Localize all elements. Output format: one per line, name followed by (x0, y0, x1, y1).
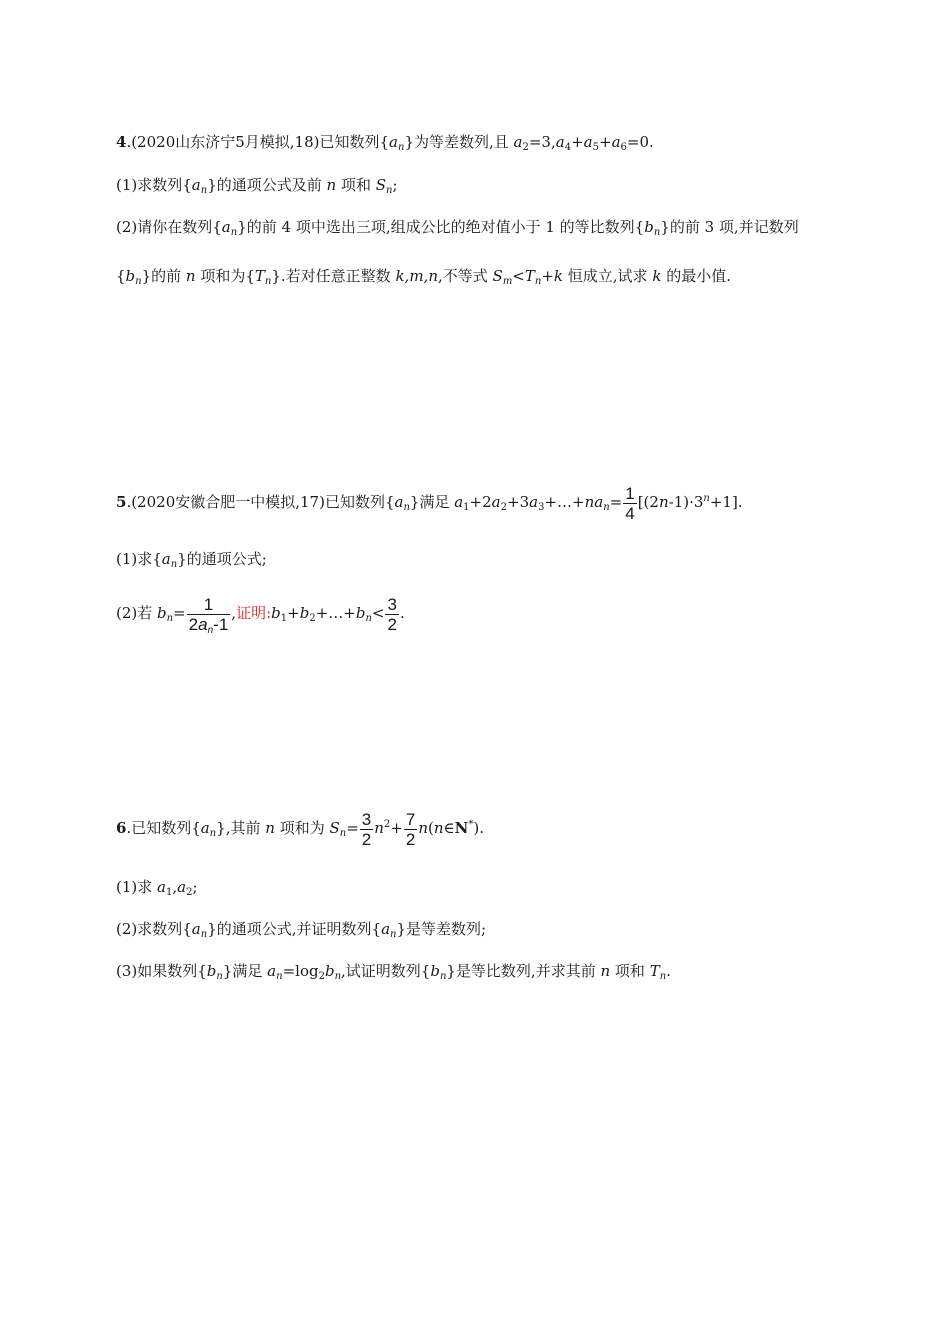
q5-fraction-quarter: $\frac{1}{4}$ (625, 483, 635, 523)
q6-fraction-seven-halves: $\frac{7}{2}$ (405, 809, 416, 849)
q4-source: .(2020山东济宁5月模拟,18) (126, 133, 320, 151)
q6-part2: (2)求数列$\{a_n\}$的通项公式,并证明数列$\{a_n\}$是等差数列; (116, 920, 487, 940)
q6-part3: (3)如果数列$\{b_n\}$满足 $a_n=\log_2b_n$,试证明数列$\{b_n\}$是等比数列,并求其前 n 项和 $T_n$. (116, 962, 671, 982)
q5-part2: (2)若 $b_n=$ $\frac{1}{2a_n-1}$ ,证明$:b_1+b_2+\dots+b_n<$ $\frac{3}{2}$ . (116, 594, 405, 636)
proof-label: 证明: (236, 604, 272, 622)
q4-number: 4 (116, 133, 127, 151)
q5-part1: (1)求$\{a_n\}$的通项公式; (116, 550, 267, 570)
q4-part2-line1: (2)请你在数列$\{a_n\}$的前 4 项中选出三项,组成公比的绝对值小于 1 的等比数列$\{b_n\}$的前 3 项,并记数列 (116, 218, 799, 238)
q5-stem: 5.(2020安徽合肥一中模拟,17)已知数列$\{a_n\}$满足 $a_1+2a_2+3a_3+\dots+na_n=$ $\frac{1}{4}$ $[(2n-1)\cdot 3^n+1]$. (116, 483, 743, 523)
q5-source: .(2020安徽合肥一中模拟,17) (126, 493, 325, 511)
q5-fraction-three-halves: $\frac{3}{2}$ (387, 594, 397, 634)
q5-fraction-bn: $\frac{1}{2a_n-1}$ (188, 594, 229, 636)
q4-part2-line2: $\{b_n\}$的前 n 项和为$\{T_n\}$.若对任意正整数 k,m,n,不等式 $S_m<T_n+k$ 恒成立,试求 k 的最小值. (116, 267, 731, 287)
q6-number: 6 (116, 819, 127, 837)
q6-stem: 6.已知数列$\{a_n\}$,其前 n 项和为 $S_n=$ $\frac{3}{2}$ $n^2+$ $\frac{7}{2}$ n(n∈N*). (116, 809, 484, 849)
q6-fraction-three-halves: $\frac{3}{2}$ (361, 809, 372, 849)
q5-number: 5 (116, 493, 127, 511)
q6-part1: (1)求 $a_1,a_2$; (116, 878, 198, 898)
q4-stem: 4.(2020山东济宁5月模拟,18)已知数列$\{a_n\}$为等差数列,且 $a_2=3,a_4+a_5+a_6=0$. (116, 133, 654, 153)
q4-part1: (1)求数列$\{a_n\}$的通项公式及前 n 项和 $S_n$; (116, 176, 398, 196)
